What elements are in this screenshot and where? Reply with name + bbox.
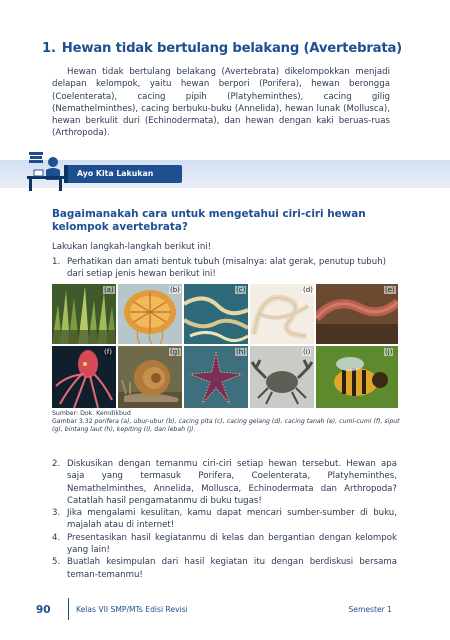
footer-divider xyxy=(68,598,69,620)
section-title: Hewan tidak bertulang belakang (Avertebrata) xyxy=(61,41,403,56)
figure-caption-number: Gambar 3.32 xyxy=(52,418,93,425)
step-4-number: 4. xyxy=(52,532,61,543)
step-3-number: 3. xyxy=(52,508,61,519)
photo-label-f: (f) xyxy=(104,348,112,356)
photo-label-i: (i) xyxy=(303,348,311,356)
step-3 xyxy=(52,507,397,532)
step-5-text: Buatlah kesimpulan dari hasil kegiatan itu dengan berdiskusi bersama teman-temanmu! xyxy=(67,557,397,580)
section-heading xyxy=(42,41,422,56)
step-3-text: Jika mengalami kesulitan, kamu dapat mencari sumber-sumber di buku, majalah atau di internet! xyxy=(67,508,397,531)
step-5-number: 5. xyxy=(52,557,61,568)
step-5 xyxy=(52,556,397,581)
activity-instruction: Lakukan langkah-langkah berikut ini! xyxy=(52,242,212,252)
step-2-text: Diskusikan dengan temanmu ciri-ciri setiap hewan tersebut. Hewan apa saja yang termasuk Porifera, Coelenterata, Platyheminthes, Nemathelminthes, Annelida, Mollusca, Echinodermata dan Arthropoda? Catatlah hasil pengamatanmu di buku tugas! xyxy=(67,459,397,506)
page-number: 90 xyxy=(36,604,51,616)
step-2-number: 2. xyxy=(52,459,61,469)
figure-source-block xyxy=(52,410,402,434)
step-1 xyxy=(52,256,397,281)
intro-paragraph: Hewan tidak bertulang belakang (Avertebrata) dikelompokkan menjadi delapan kelompok, yaitu hewan berpori (Porifera), hewan berongga (Coelenterata), cacing pipih (Platyheminthes), cacing gilig (Nemathelminthes), cacing berbuku-buku (Annelida), hewan lunak (Mollusca), hewan berkulit duri (Echinodermata), dan hewan dengan kaki beruas-ruas (Arthropoda). xyxy=(52,67,390,139)
photo-label-d: (d) xyxy=(303,286,313,294)
step-1-number: 1. xyxy=(52,257,61,267)
step-4 xyxy=(52,532,397,557)
figure-source: Sumber: Dok. Kemdikbud xyxy=(52,410,131,417)
step-1-text: Perhatikan dan amati bentuk tubuh (misalnya: alat gerak, penutup tubuh) dari setiap jenis hewan berikut ini! xyxy=(67,257,387,280)
photo-label-h: (h) xyxy=(236,348,246,356)
figure-caption xyxy=(52,418,402,434)
photo-label-c: (c) xyxy=(236,286,246,294)
photo-label-b: (b) xyxy=(170,286,180,294)
step-2 xyxy=(52,458,397,507)
steps-list xyxy=(52,458,397,581)
student-at-desk-icon xyxy=(26,146,66,192)
photo-label-g: (g) xyxy=(170,348,180,356)
footer-book-title: Kelas VII SMP/MTs Edisi Revisi xyxy=(76,605,188,614)
activity-question: Bagaimanakah cara untuk mengetahui ciri-ciri hewan kelompok avertebrata? xyxy=(52,208,366,233)
activity-label: Ayo Kita Lakukan xyxy=(64,165,182,183)
step-4-text: Presentasikan hasil kegiatanmu di kelas dan bergantian dengan kelompok yang lain! xyxy=(67,532,397,556)
footer-semester: Semester 1 xyxy=(348,605,392,614)
figure-caption-text: porifera (a), ubur-ubur (b), cacing pita (c), cacing gelang (d), cacing tanah (e), cumi-cumi (f), siput (g), bintang laut (h), kepiting (i), dan lebah (j). xyxy=(52,418,400,433)
photo-label-a: (a) xyxy=(104,286,114,294)
photo-label-e: (e) xyxy=(385,286,395,294)
section-number: 1. xyxy=(42,41,56,56)
photo-label-j: (j) xyxy=(385,348,393,356)
